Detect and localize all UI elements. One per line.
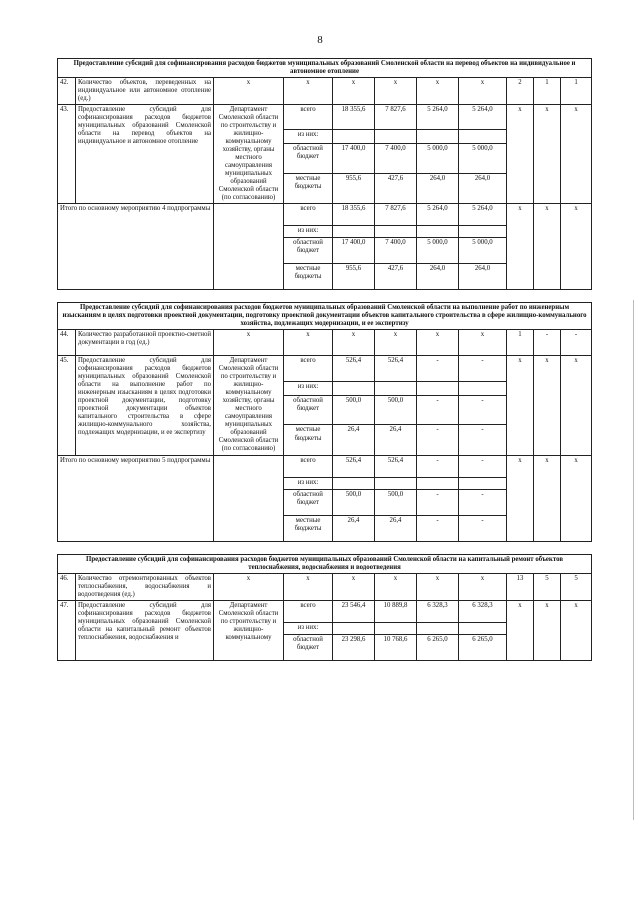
funding-source: местные бюджеты bbox=[284, 515, 333, 541]
funding-source: всего bbox=[284, 105, 333, 130]
amount-cell: 6 265,0 bbox=[417, 634, 459, 660]
executor: Департамент Смоленской области по строительству и жилищно-коммунальному хозяйству, органы местного самоуправления муниципальных образований Смоленской области (по согласованию) bbox=[214, 356, 284, 455]
amount-cell bbox=[459, 622, 507, 634]
amount-cell: 427,6 bbox=[375, 174, 417, 204]
funding-source: областной бюджет bbox=[284, 144, 333, 174]
indicator-x-cell: х bbox=[214, 78, 284, 105]
amount-cell: 18 355,6 bbox=[333, 204, 375, 226]
funding-source: областной бюджет bbox=[284, 238, 333, 264]
amount-cell bbox=[459, 130, 507, 144]
total-finance-row bbox=[58, 204, 592, 226]
indicator-x-cell: х bbox=[375, 573, 417, 600]
amount-cell bbox=[375, 381, 417, 395]
indicator-name: Количество разработанной проектно-сметной документации в год (ед.) bbox=[76, 330, 214, 356]
funding-source: областной бюджет bbox=[284, 395, 333, 425]
target-x-cell: х bbox=[534, 455, 561, 541]
indicator-name: Количество объектов, переведенных на индивидуальное или автономное отопление (ед.) bbox=[76, 78, 214, 105]
funding-source: из них: bbox=[284, 130, 333, 144]
amount-cell: - bbox=[459, 356, 507, 381]
amount-cell: 500,0 bbox=[375, 489, 417, 515]
target-x-cell: х bbox=[534, 204, 561, 290]
amount-cell: 264,0 bbox=[459, 264, 507, 290]
row-number: 45. bbox=[58, 356, 76, 455]
indicator-value: 13 bbox=[507, 573, 534, 600]
amount-cell: 6 328,3 bbox=[417, 600, 459, 622]
scan-edge-line bbox=[633, 300, 634, 820]
amount-cell: 5 000,0 bbox=[417, 238, 459, 264]
section-title: Предоставление субсидий для софинансирования расходов бюджетов муниципальных образований Смоленской области на выполнение работ по инженерным изысканиям в целях подготовки проектной документации, подготовку проектной документации объектов капитального строительства в сфере жилищно-коммунального хозяйства, подлежащих модернизации, и ее экспертизу bbox=[58, 303, 592, 330]
target-x-cell: х bbox=[561, 455, 592, 541]
indicator-value: 5 bbox=[561, 573, 592, 600]
section-title: Предоставление субсидий для софинансирования расходов бюджетов муниципальных образований Смоленской области на капитальный ремонт объектов теплоснабжения, водоснабжения и водоотведения bbox=[58, 554, 592, 573]
indicator-value: 1 bbox=[507, 330, 534, 356]
target-x-cell: х bbox=[507, 204, 534, 290]
funding-source: местные бюджеты bbox=[284, 174, 333, 204]
amount-cell: - bbox=[417, 425, 459, 455]
amount-cell: - bbox=[459, 489, 507, 515]
indicator-value: 5 bbox=[534, 573, 561, 600]
target-x-cell: х bbox=[507, 105, 534, 204]
section-title: Предоставление субсидий для софинансирования расходов бюджетов муниципальных образований Смоленской области на перевод объектов на индивидуальное и автономное отопление bbox=[58, 59, 592, 78]
indicator-x-cell: х bbox=[375, 78, 417, 105]
amount-cell: 23 546,4 bbox=[333, 600, 375, 622]
amount-cell: - bbox=[459, 395, 507, 425]
amount-cell bbox=[333, 381, 375, 395]
amount-cell: 17 400,0 bbox=[333, 144, 375, 174]
indicator-row bbox=[58, 78, 592, 105]
indicator-x-cell: х bbox=[333, 330, 375, 356]
amount-cell: 5 000,0 bbox=[459, 238, 507, 264]
amount-cell: 10 889,8 bbox=[375, 600, 417, 622]
indicator-value: 1 bbox=[534, 78, 561, 105]
target-x-cell: х bbox=[534, 600, 561, 660]
amount-cell bbox=[375, 226, 417, 238]
activity-finance-row bbox=[58, 105, 592, 130]
amount-cell: 500,0 bbox=[375, 395, 417, 425]
amount-cell: - bbox=[417, 356, 459, 381]
indicator-x-cell: х bbox=[375, 330, 417, 356]
amount-cell bbox=[417, 381, 459, 395]
target-x-cell: х bbox=[534, 105, 561, 204]
amount-cell: 7 400,0 bbox=[375, 238, 417, 264]
amount-cell: 17 400,0 bbox=[333, 238, 375, 264]
section-title-row bbox=[58, 303, 592, 330]
amount-cell: 526,4 bbox=[333, 356, 375, 381]
amount-cell: - bbox=[459, 425, 507, 455]
target-x-cell: х bbox=[507, 455, 534, 541]
target-x-cell: х bbox=[561, 356, 592, 455]
indicator-x-cell: х bbox=[333, 78, 375, 105]
indicator-row bbox=[58, 330, 592, 356]
indicator-x-cell: х bbox=[333, 573, 375, 600]
row-number: 43. bbox=[58, 105, 76, 204]
amount-cell: 5 264,0 bbox=[417, 204, 459, 226]
indicator-value: - bbox=[534, 330, 561, 356]
amount-cell: 18 355,6 bbox=[333, 105, 375, 130]
funding-source: всего bbox=[284, 455, 333, 477]
amount-cell: 526,4 bbox=[375, 356, 417, 381]
indicator-x-cell: х bbox=[284, 78, 333, 105]
amount-cell bbox=[375, 622, 417, 634]
amount-cell: 5 264,0 bbox=[459, 204, 507, 226]
amount-cell: 264,0 bbox=[459, 174, 507, 204]
section-title-row bbox=[58, 554, 592, 573]
activity-name: Предоставление субсидий для софинансирования расходов бюджетов муниципальных образований Смоленской области на перевод объектов на индивидуальное и автономное отопление bbox=[76, 105, 214, 204]
row-number: 44. bbox=[58, 330, 76, 356]
amount-cell bbox=[417, 477, 459, 489]
amount-cell bbox=[459, 226, 507, 238]
funding-source: местные бюджеты bbox=[284, 264, 333, 290]
amount-cell: 264,0 bbox=[417, 264, 459, 290]
amount-cell: 6 265,0 bbox=[459, 634, 507, 660]
funding-source: областной бюджет bbox=[284, 634, 333, 660]
indicator-x-cell: х bbox=[284, 573, 333, 600]
amount-cell: - bbox=[417, 455, 459, 477]
amount-cell: 500,0 bbox=[333, 489, 375, 515]
activity-finance-row bbox=[58, 600, 592, 622]
amount-cell bbox=[459, 477, 507, 489]
indicator-x-cell: х bbox=[417, 330, 459, 356]
amount-cell bbox=[333, 477, 375, 489]
funding-source: местные бюджеты bbox=[284, 425, 333, 455]
amount-cell: 23 298,6 bbox=[333, 634, 375, 660]
amount-cell: 955,6 bbox=[333, 174, 375, 204]
amount-cell bbox=[459, 381, 507, 395]
row-number: 42. bbox=[58, 78, 76, 105]
section-title-row bbox=[58, 59, 592, 78]
indicator-x-cell: х bbox=[459, 573, 507, 600]
amount-cell: - bbox=[459, 515, 507, 541]
activity-name: Предоставление субсидий для софинансирования расходов бюджетов муниципальных образований Смоленской области на капитальный ремонт объектов теплоснабжения, водоснабжения и bbox=[76, 600, 214, 660]
total-executor-empty bbox=[214, 455, 284, 541]
amount-cell: 5 264,0 bbox=[459, 105, 507, 130]
activity-name: Предоставление субсидий для софинансирования расходов бюджетов муниципальных образований Смоленской области на выполнение работ по инженерным изысканиям в целях подготовки проектной документации, подготовку проектной документации объектов капитального строительства в сфере жилищно-коммунального хозяйства, подлежащих модернизации, и ее экспертизу bbox=[76, 356, 214, 455]
section-gap bbox=[58, 541, 592, 554]
amount-cell: 10 768,6 bbox=[375, 634, 417, 660]
amount-cell: 6 328,3 bbox=[459, 600, 507, 622]
funding-source: областной бюджет bbox=[284, 489, 333, 515]
gap-cell bbox=[58, 290, 592, 303]
amount-cell: 26,4 bbox=[333, 425, 375, 455]
amount-cell: - bbox=[417, 489, 459, 515]
row-number: 47. bbox=[58, 600, 76, 660]
amount-cell: 5 000,0 bbox=[459, 144, 507, 174]
indicator-x-cell: х bbox=[459, 330, 507, 356]
amount-cell bbox=[375, 130, 417, 144]
executor: Департамент Смоленской области по строительству и жилищно-коммунальному хозяйству, органы местного самоуправления муниципальных образований Смоленской области (по согласованию) bbox=[214, 105, 284, 204]
funding-source: из них: bbox=[284, 226, 333, 238]
funding-source: всего bbox=[284, 204, 333, 226]
page-number: 8 bbox=[317, 34, 323, 46]
amount-cell bbox=[417, 226, 459, 238]
indicator-value: 1 bbox=[561, 78, 592, 105]
indicator-value: - bbox=[561, 330, 592, 356]
amount-cell bbox=[333, 622, 375, 634]
amount-cell: 26,4 bbox=[375, 515, 417, 541]
total-label: Итого по основному мероприятию 5 подпрограммы bbox=[58, 455, 214, 541]
total-finance-row bbox=[58, 455, 592, 477]
total-executor-empty bbox=[214, 204, 284, 290]
indicator-x-cell: х bbox=[417, 78, 459, 105]
indicator-x-cell: х bbox=[417, 573, 459, 600]
row-number: 46. bbox=[58, 573, 76, 600]
amount-cell: - bbox=[459, 455, 507, 477]
amount-cell: 955,6 bbox=[333, 264, 375, 290]
gap-cell bbox=[58, 541, 592, 554]
amount-cell bbox=[333, 226, 375, 238]
amount-cell: 7 400,0 bbox=[375, 144, 417, 174]
funding-source: всего bbox=[284, 600, 333, 622]
amount-cell bbox=[417, 130, 459, 144]
target-x-cell: х bbox=[534, 356, 561, 455]
amount-cell: 526,4 bbox=[375, 455, 417, 477]
executor: Департамент Смоленской области по строительству и жилищно-коммунальному bbox=[214, 600, 284, 660]
funding-source: из них: bbox=[284, 622, 333, 634]
amount-cell: 427,6 bbox=[375, 264, 417, 290]
amount-cell: - bbox=[417, 395, 459, 425]
section-gap bbox=[58, 290, 592, 303]
amount-cell: - bbox=[417, 515, 459, 541]
amount-cell: 5 264,0 bbox=[417, 105, 459, 130]
indicator-name: Количество отремонтированных объектов теплоснабжения, водоснабжения и водоотведения (ед.) bbox=[76, 573, 214, 600]
indicator-row bbox=[58, 573, 592, 600]
amount-cell: 26,4 bbox=[333, 515, 375, 541]
amount-cell bbox=[375, 477, 417, 489]
indicator-x-cell: х bbox=[284, 330, 333, 356]
amount-cell: 500,0 bbox=[333, 395, 375, 425]
funding-source: из них: bbox=[284, 477, 333, 489]
indicator-x-cell: х bbox=[214, 573, 284, 600]
amount-cell: 26,4 bbox=[375, 425, 417, 455]
amount-cell: 5 000,0 bbox=[417, 144, 459, 174]
target-x-cell: х bbox=[561, 204, 592, 290]
amount-cell: 7 827,6 bbox=[375, 105, 417, 130]
amount-cell: 264,0 bbox=[417, 174, 459, 204]
amount-cell: 7 827,6 bbox=[375, 204, 417, 226]
indicator-x-cell: х bbox=[214, 330, 284, 356]
amount-cell bbox=[333, 130, 375, 144]
activity-finance-row bbox=[58, 356, 592, 381]
target-x-cell: х bbox=[507, 356, 534, 455]
amount-cell bbox=[417, 622, 459, 634]
indicator-value: 2 bbox=[507, 78, 534, 105]
target-x-cell: х bbox=[507, 600, 534, 660]
funding-source: из них: bbox=[284, 381, 333, 395]
target-x-cell: х bbox=[561, 105, 592, 204]
funding-source: всего bbox=[284, 356, 333, 381]
target-x-cell: х bbox=[561, 600, 592, 660]
indicator-x-cell: х bbox=[459, 78, 507, 105]
total-label: Итого по основному мероприятию 4 подпрограммы bbox=[58, 204, 214, 290]
program-table bbox=[57, 58, 592, 661]
amount-cell: 526,4 bbox=[333, 455, 375, 477]
